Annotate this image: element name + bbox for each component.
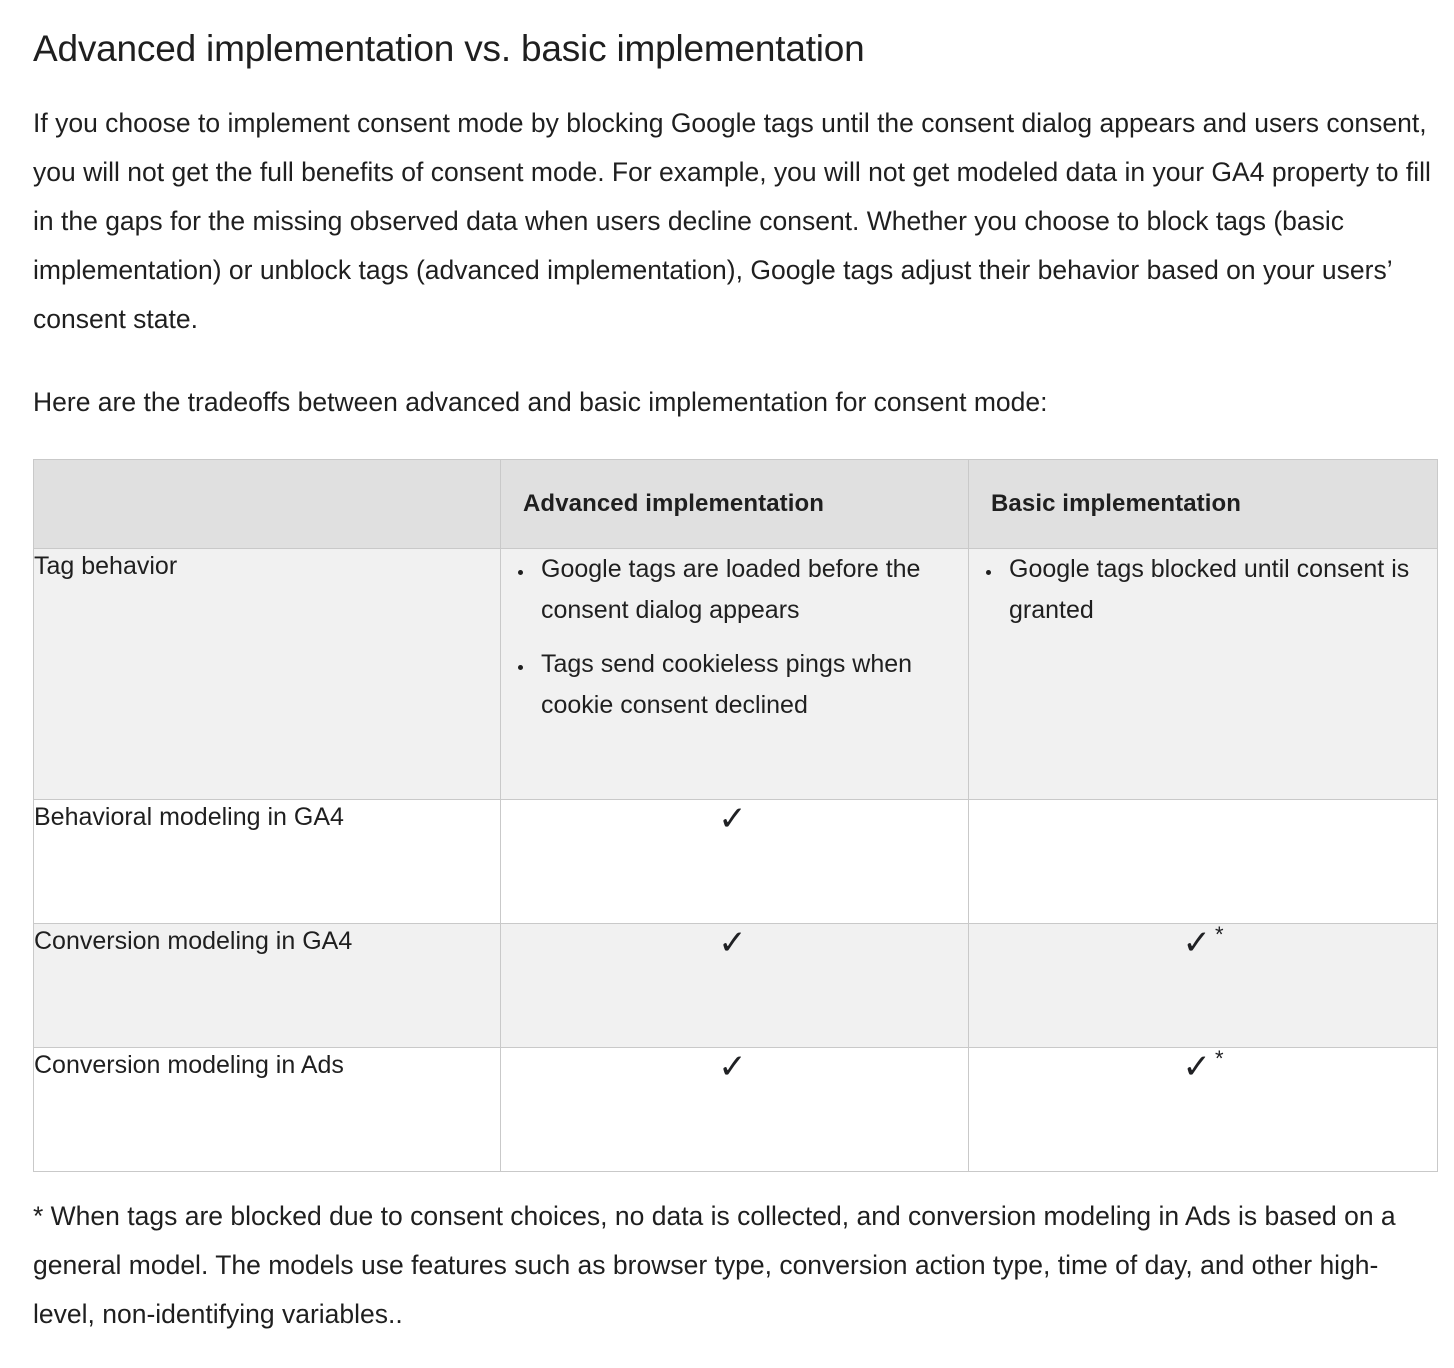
table-header-row [34,460,1438,549]
tradeoffs-lead-paragraph: Here are the tradeoffs between advanced and basic implementation for consent mode: [33,387,1048,418]
bullet-list-basic [969,549,1437,630]
page-title: Advanced implementation vs. basic implementation [33,28,865,69]
row-label-conversion-modeling-ads: Conversion modeling in Ads [34,1048,501,1172]
cell-basic-conversion-modeling-ads [969,1048,1438,1172]
cell-basic-conversion-modeling-ga4 [969,924,1438,1048]
row-label-conversion-modeling-ga4: Conversion modeling in GA4 [34,924,501,1048]
cell-advanced-conversion-modeling-ga4 [501,924,969,1048]
check-group [718,1047,751,1088]
cell-basic-behavioral-modeling-ga4 [969,800,1438,924]
check-group [718,799,751,840]
check-icon: ✓ [718,799,747,840]
table-row [34,800,1438,924]
bullet-list-advanced [501,549,968,725]
check-group [1182,1046,1224,1088]
check-icon: ✓ [718,923,747,964]
column-header-feature [34,460,501,549]
cell-advanced-conversion-modeling-ads [501,1048,969,1172]
list-item: • Google tags blocked until consent is granted [1003,549,1437,630]
table-row [34,1048,1438,1172]
check-icon: ✓ [718,1047,747,1088]
column-header-advanced: Advanced implementation [501,460,969,549]
list-item: • Tags send cookieless pings when cookie consent declined [535,644,968,725]
check-group [1182,922,1224,964]
footnote-asterisk: * [1214,922,1224,948]
comparison-table [33,459,1438,1172]
check-icon: ✓ [1182,1047,1211,1088]
table-body [34,549,1438,1172]
table-row [34,924,1438,1048]
cell-advanced-tag-behavior [501,549,969,800]
row-label-tag-behavior: Tag behavior [34,549,501,800]
table-row [34,549,1438,800]
footnote-text: * When tags are blocked due to consent choices, no data is collected, and conversion modeling in Ads is based on a general model. The models use features such as browser type, conversion action type, time of day, and other high-level, non-identifying variables.. [33,1201,1396,1330]
document-page [0,26,1454,1339]
check-icon: ✓ [1182,923,1211,964]
check-group [718,923,751,964]
table-header [34,460,1438,549]
row-label-behavioral-modeling-ga4: Behavioral modeling in GA4 [34,800,501,924]
intro-paragraph: If you choose to implement consent mode by blocking Google tags until the consent dialog appears and users consent, you will not get the full benefits of consent mode. For example, you will not get modeled data in your GA4 property to fill in the gaps for the missing observed data when users decline consent. Whether you choose to block tags (basic implementation) or unblock tags (advanced implementation), Google tags adjust their behavior based on your users’ consent state. [33,108,1431,335]
column-header-basic: Basic implementation [969,460,1438,549]
cell-basic-tag-behavior [969,549,1438,800]
footnote-asterisk: * [1214,1046,1224,1072]
cell-advanced-behavioral-modeling-ga4 [501,800,969,924]
list-item: • Google tags are loaded before the consent dialog appears [535,549,968,630]
check-group [1201,800,1205,836]
